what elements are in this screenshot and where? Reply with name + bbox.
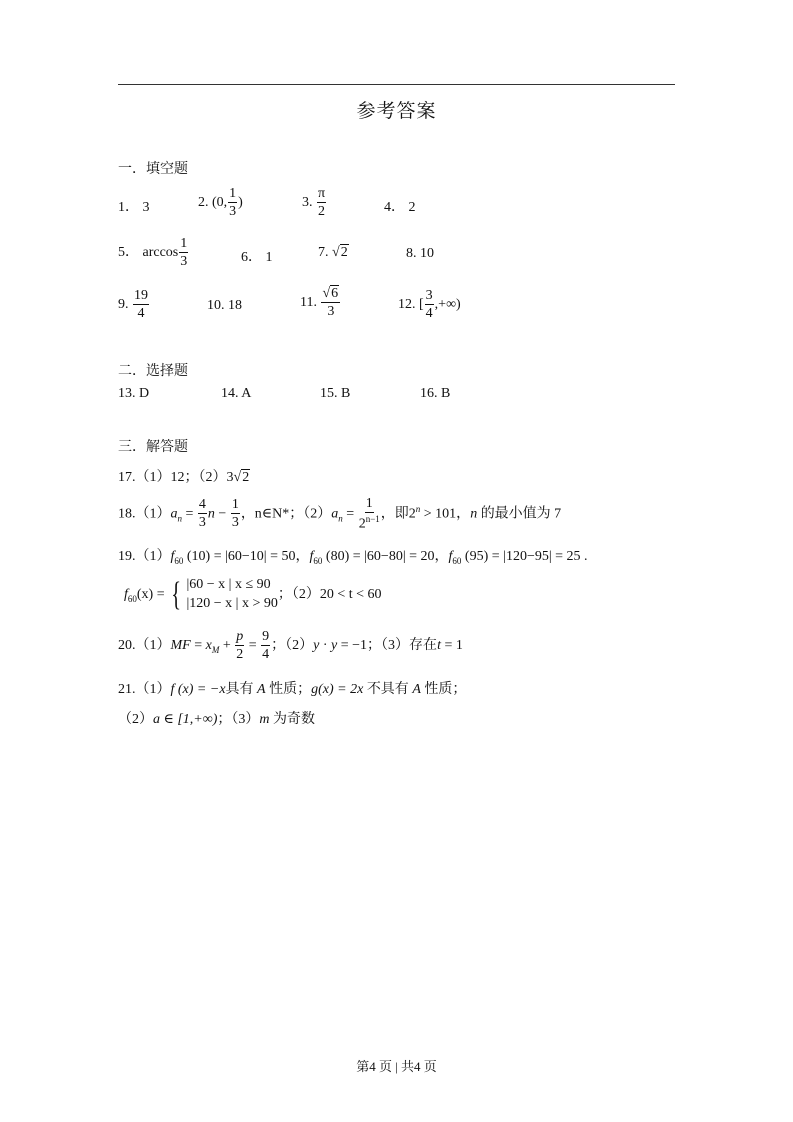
square-root: √2	[332, 245, 348, 260]
answer-19-part2: $f_{60}(x)$ = { |60 − x | x ≤ 90 |120 − x | x > 90 ；（2）20 < t < 60	[124, 575, 382, 613]
fraction: $\frac{19}{4}$	[134, 288, 148, 321]
page-title: 参考答案	[356, 101, 437, 122]
answer-15: 15. B	[320, 386, 351, 401]
answer-11: 11. $\frac{√6}{3}$	[300, 286, 339, 319]
fraction: $\frac{3}{4}$	[425, 288, 433, 321]
section-fill-in-heading: 一．填空题	[118, 162, 188, 177]
answer-21-part1: 21.（1）f (x) = −x具有 A 性质；g(x) = 2x 不具有 A 性质；	[118, 682, 467, 697]
section-solution-heading: 三．解答题	[118, 440, 188, 455]
answer-3: 3. $\frac{\pi}{2}$	[302, 186, 326, 219]
answer-21-part2: （2）a ∈ [1,+∞)；（3）m 为奇数	[118, 712, 316, 727]
answer-13: 13. D	[118, 386, 150, 401]
header-rule	[118, 84, 675, 85]
answer-2: 2. (0, $\frac{1}{3}$ )	[198, 186, 243, 219]
answer-7: 7. √2	[318, 245, 348, 260]
page-footer: 第4 页 | 共4 页	[356, 1059, 437, 1074]
brace: {	[171, 575, 182, 613]
answer-12: 12. [ $\frac{3}{4}$ ,+∞)	[398, 288, 461, 321]
answer-19-part1: $19.(1)f_{60}$ (10) = |60−10| = 50，$f_{60}$ (80) = |60−80| = 20，$f_{60}$ (95) = |120−95| = 25 .	[118, 549, 588, 566]
fraction: $\frac{1}{3}$	[180, 236, 188, 269]
answer-20: $20.(1)MF = x_M$ + $\frac{p}{2}$ = $\frac{9}{4}$ ；（2）y · y = −1；（3）存在t = 1	[118, 629, 463, 662]
answer-4: 4． 2	[384, 200, 416, 215]
fraction: $\frac{\pi}{2}$	[318, 186, 326, 219]
square-root: √2	[233, 470, 250, 485]
answer-16: 16. B	[420, 386, 451, 401]
answer-8: 8. 10	[406, 246, 434, 261]
answer-18: $18.(1)a_n$ = $\frac{4}{3}$ n − $\frac{1}{3}$ ，n∈N*；$(2)a_n$ = $\frac{1}{2^{n-1}}$ ，即$2^n > 101$，n 的最小值为 7	[118, 496, 562, 532]
section-choice-heading: 二．选择题	[118, 364, 188, 379]
answer-14: 14. A	[221, 386, 252, 401]
answer-6: 6． 1	[241, 250, 273, 265]
fraction: $\frac{1}{3}$	[229, 186, 237, 219]
answer-17: 17.（1）12；（2）3√2	[118, 470, 250, 485]
answer-10: 10. 18	[207, 298, 242, 313]
fraction: $\frac{√6}{3}$	[322, 286, 339, 319]
answer-5: 5． arccos $\frac{1}{3}$	[118, 236, 188, 269]
answer-9: 9. $\frac{19}{4}$	[118, 288, 148, 321]
answer-1: 1． 3	[118, 200, 150, 215]
